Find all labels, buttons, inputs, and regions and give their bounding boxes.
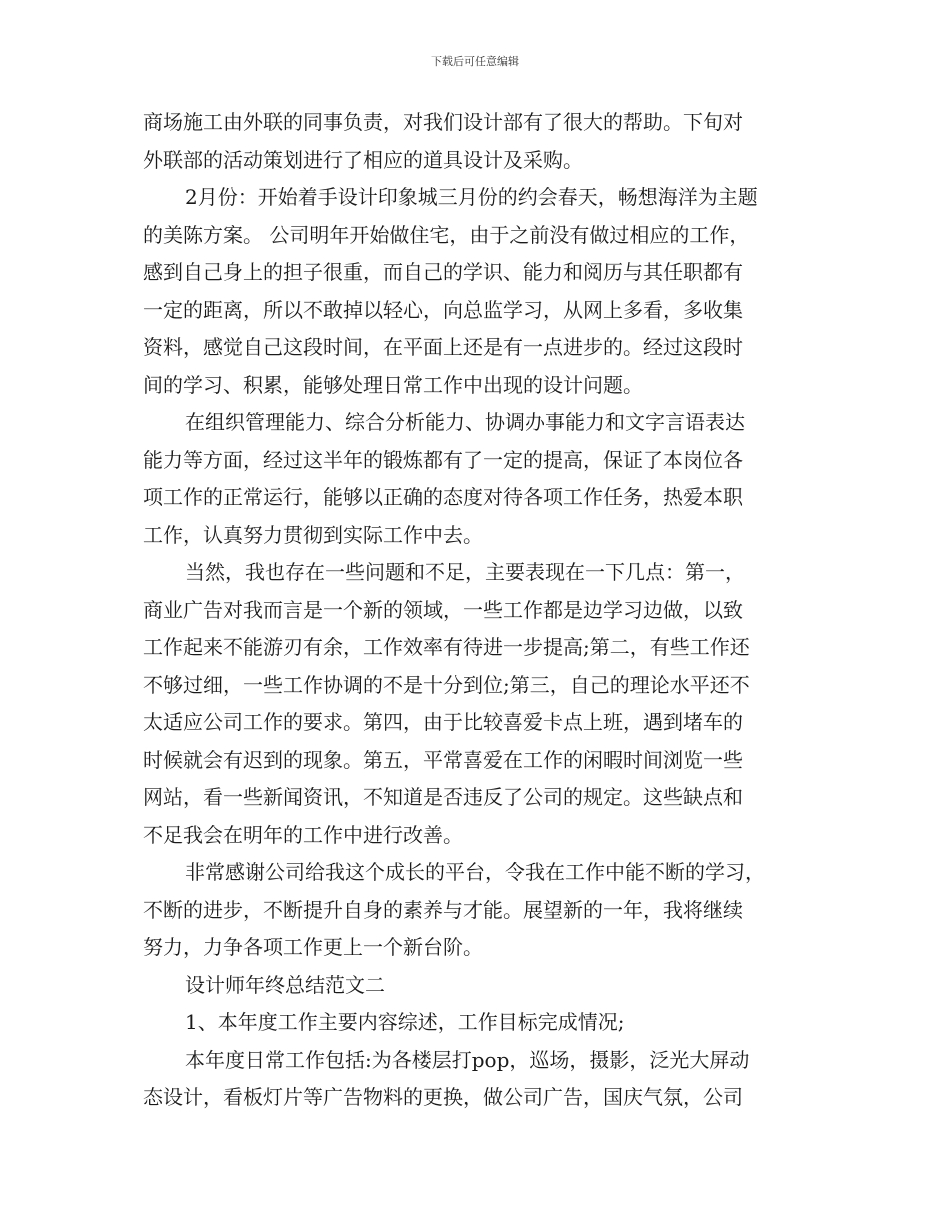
text-line: 能力等方面，经过这半年的锻炼都有了一定的提高，保证了本岗位各 (143, 447, 743, 472)
text-line: 1、本年度工作主要内容综述，工作目标完成情况; (185, 1010, 625, 1034)
text-line: 工作起来不能游刃有余，工作效率有待进一步提高;第二，有些工作还 (143, 635, 750, 659)
text-line: 非常感谢公司给我这个成长的平台，令我在工作中能不断的学习， (185, 860, 765, 884)
text-line: 努力，力争各项工作更上一个新台阶。 (143, 935, 483, 959)
text-line: 本年度日常工作包括:为各楼层打pop，巡场，摄影，泛光大屏动 (185, 1047, 750, 1072)
text-line: 不断的进步，不断提升自身的素养与才能。展望新的一年，我将继续 (143, 897, 743, 922)
text-line: 商场施工由外联的同事负责，对我们设计部有了很大的帮助。下旬对 (143, 110, 743, 134)
text-line: 间的学习、积累，能够处理日常工作中出现的设计问题。 (143, 372, 643, 397)
text-line: 2月份：开始着手设计印象城三月份的约会春天，畅想海洋为主题 (185, 185, 758, 209)
text-line: 的美陈方案。 公司明年开始做住宅，由于之前没有做过相应的工作， (143, 222, 750, 247)
text-line: 商业广告对我而言是一个新的领域，一些工作都是边学习边做，以致 (143, 597, 743, 622)
text-line: 太适应公司工作的要求。第四，由于比较喜爱卡点上班，遇到堵车的 (143, 710, 743, 734)
text-line: 在组织管理能力、综合分析能力、协调办事能力和文字言语表达 (185, 410, 745, 434)
document-body (143, 104, 823, 1117)
text-line: 资料，感觉自己这段时间，在平面上还是有一点进步的。经过这段时 (143, 335, 743, 359)
text-line: 工作，认真努力贯彻到实际工作中去。 (143, 522, 483, 547)
text-line: 项工作的正常运行，能够以正确的态度对待各项工作任务，热爱本职 (143, 485, 743, 509)
text-line: 外联部的活动策划进行了相应的道具设计及采购。 (143, 147, 583, 172)
text-line: 感到自己身上的担子很重，而自己的学识、能力和阅历与其任职都有 (143, 260, 743, 284)
text-line: 时候就会有迟到的现象。第五，平常喜爱在工作的闲暇时间浏览一些 (143, 747, 743, 772)
text-line: 态设计，看板灯片等广告物料的更换，做公司广告，国庆气氛，公司 (143, 1085, 743, 1109)
text-line: 一定的距离，所以不敢掉以轻心，向总监学习，从网上多看，多收集 (143, 297, 743, 322)
text-line: 不足我会在明年的工作中进行改善。 (143, 822, 463, 847)
text-line: 设计师年终总结范文二 (185, 972, 385, 997)
page-header: 下载后可任意编辑 (431, 55, 519, 68)
text-line: 不够过细，一些工作协调的不是十分到位;第三，自己的理论水平还不 (143, 672, 750, 697)
text-line: 当然，我也存在一些问题和不足，主要表现在一下几点：第一， (185, 560, 745, 584)
text-line: 网站，看一些新闻资讯，不知道是否违反了公司的规定。这些缺点和 (143, 785, 743, 809)
